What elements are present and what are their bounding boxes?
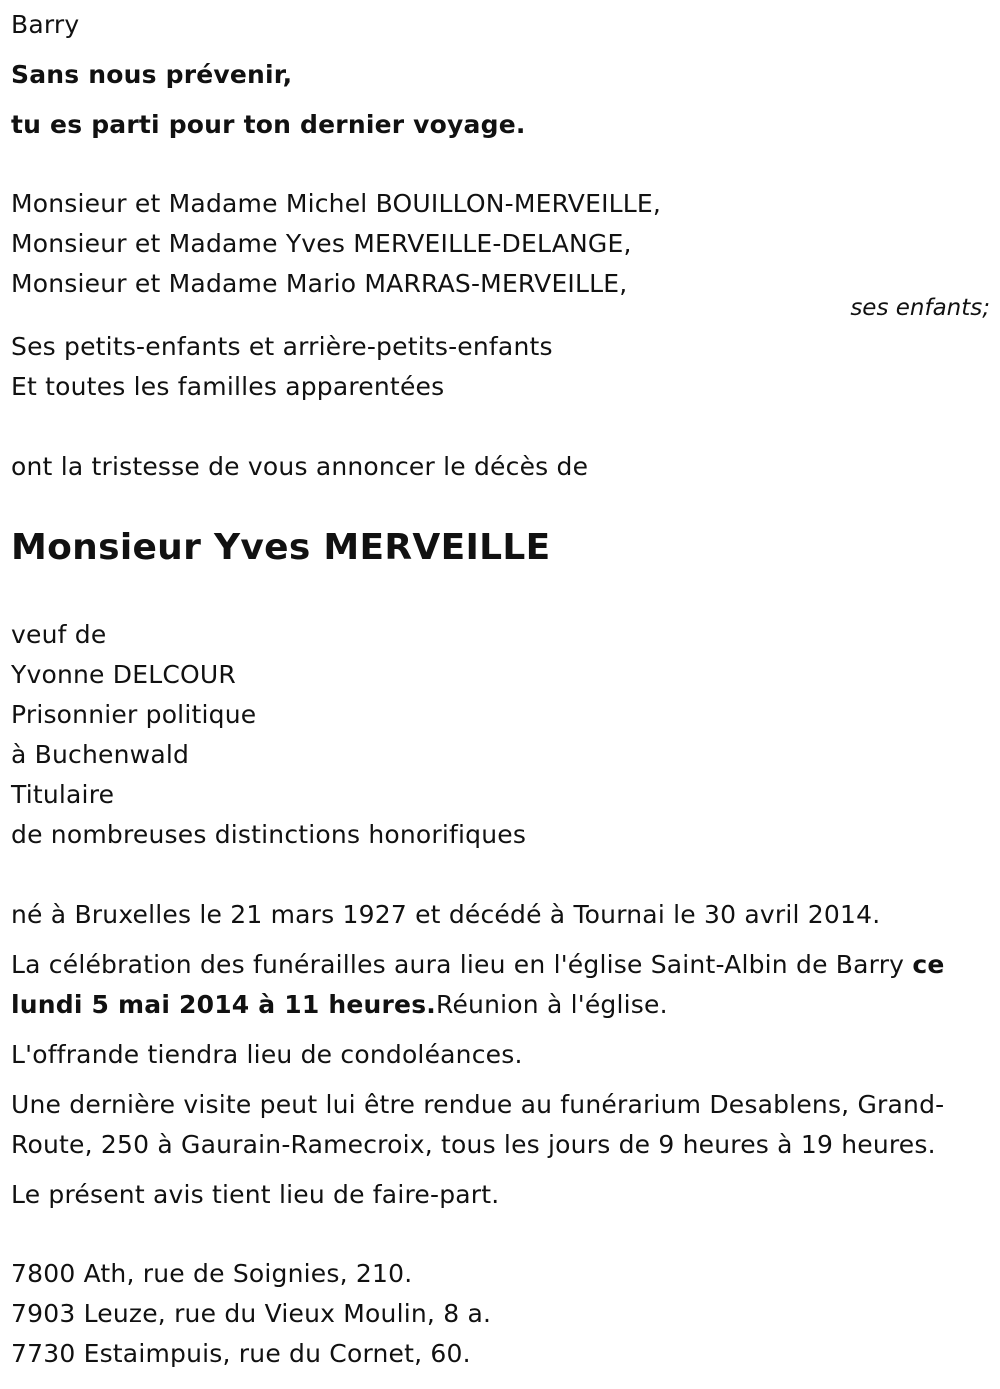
detail-line-6: de nombreuses distinctions honorifiques <box>11 820 527 849</box>
notice-line: Le présent avis tient lieu de faire-part. <box>11 1180 500 1209</box>
relatives-line: Et toutes les familles apparentées <box>11 372 445 401</box>
address-2: 7903 Leuze, rue du Vieux Moulin, 8 a. <box>11 1299 492 1328</box>
deceased-name: Monsieur Yves MERVEILLE <box>11 527 551 568</box>
detail-line-1: veuf de <box>11 620 107 649</box>
detail-line-3: Prisonnier politique <box>11 700 257 729</box>
ceremony-line-1 <box>11 950 945 980</box>
child-entry-2: Monsieur et Madame Yves MERVEILLE-DELANGE, <box>11 229 632 258</box>
address-1: 7800 Ath, rue de Soignies, 210. <box>11 1259 413 1288</box>
address-3: 7730 Estaimpuis, rue du Cornet, 60. <box>11 1339 471 1368</box>
ceremony-date: lundi 5 mai 2014 à 11 heures. <box>11 990 436 1019</box>
poem-line-2: tu es parti pour ton dernier voyage. <box>11 110 526 139</box>
grandchildren-line: Ses petits-enfants et arrière-petits-enfants <box>11 332 553 361</box>
ceremony-line-2 <box>11 990 668 1020</box>
ceremony-date-start: ce <box>912 950 945 979</box>
visit-line-1: Une dernière visite peut lui être rendue au funérarium Desablens, Grand- <box>11 1090 945 1119</box>
detail-line-5: Titulaire <box>11 780 115 809</box>
birth-death-line: né à Bruxelles le 21 mars 1927 et décédé à Tournai le 30 avril 2014. <box>11 900 881 929</box>
visit-line-2: Route, 250 à Gaurain-Ramecroix, tous les jours de 9 heures à 19 heures. <box>11 1130 936 1159</box>
detail-line-4: à Buchenwald <box>11 740 190 769</box>
child-entry-1: Monsieur et Madame Michel BOUILLON-MERVEILLE, <box>11 189 662 218</box>
detail-line-2: Yvonne DELCOUR <box>11 660 236 689</box>
ceremony-intro: La célébration des funérailles aura lieu en l'église Saint-Albin de Barry <box>11 950 913 979</box>
children-label: ses enfants; <box>850 295 990 321</box>
child-entry-3: Monsieur et Madame Mario MARRAS-MERVEILLE, <box>11 269 628 298</box>
poem-line-1: Sans nous prévenir, <box>11 60 293 89</box>
ceremony-meeting: Réunion à l'église. <box>436 990 668 1019</box>
location: Barry <box>11 10 80 39</box>
announcement-line: ont la tristesse de vous annoncer le décès de <box>11 452 589 481</box>
condolences-line: L'offrande tiendra lieu de condoléances. <box>11 1040 523 1069</box>
